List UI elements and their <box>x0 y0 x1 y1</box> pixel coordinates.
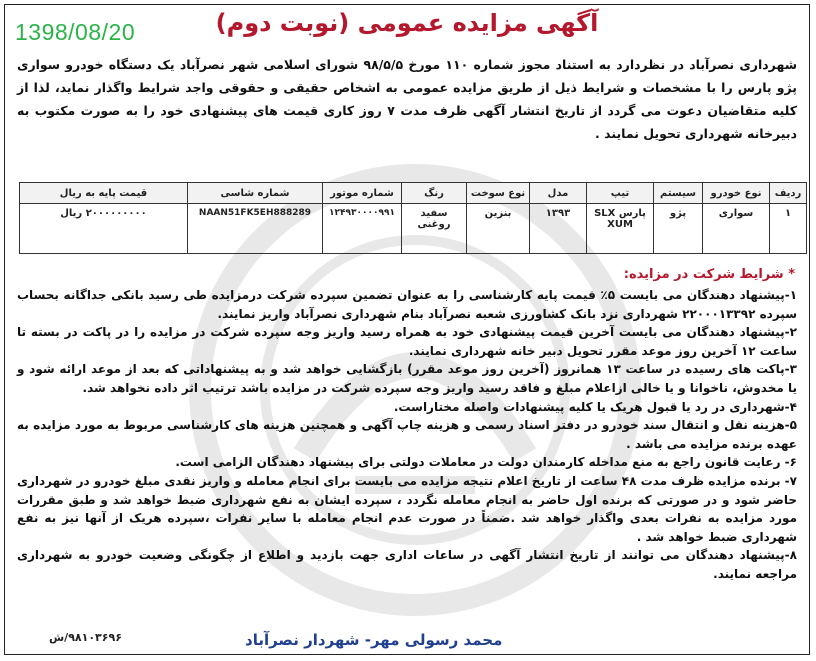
vehicle-spec-table <box>19 182 807 254</box>
cell-trim: پارس SLX XUM <box>587 204 654 254</box>
col-model-year: مدل <box>530 183 587 204</box>
col-base-price: قیمت پایه به ریال <box>20 183 188 204</box>
cell-system: پژو <box>654 204 703 254</box>
col-trim: تیپ <box>587 183 654 204</box>
cell-fuel-type: بنزین <box>467 204 530 254</box>
table-row <box>20 204 807 254</box>
col-fuel-type: نوع سوخت <box>467 183 530 204</box>
col-color: رنگ <box>402 183 467 204</box>
cell-vehicle-type: سواری <box>703 204 770 254</box>
col-vehicle-type: نوع خودرو <box>703 183 770 204</box>
condition-item: ۷- برنده مزایده ظرف مدت ۴۸ ساعت از تاریخ اعلام نتیجه مزایده می بایست برای انجام معامله و واریز نقدی مبلغ خودرو در شهرداری حاضر شود و در صورتی که برنده اول حاضر به انجام معامله نگردد ، سپرده ایشان به نفع شهرداری ضبط خواهد شد و طبق مقررات مورد مزایده به نفرات بعدی واگذار خواهد شد .ضمناً در صورت عدم انجام معامله با سایر نفرات ،سپرده هریک از آنها نیز به نفع شهرداری ضبط خواهد شد . <box>17 473 797 544</box>
conditions-list <box>17 286 797 584</box>
col-row-number: ردیف <box>770 183 807 204</box>
col-engine-number: شماره موتور <box>323 183 402 204</box>
notice-frame <box>4 4 810 655</box>
condition-item: ۶- رعایت قانون راجع به منع مداخله کارمندان دولت در معاملات دولتی برای پیشنهاد دهندگان الزامی است. <box>175 455 797 470</box>
date-stamp: 1398/08/20 <box>15 19 136 45</box>
conditions-heading: * شرایط شرکت در مزایده: <box>623 267 795 282</box>
table-header-row <box>20 183 807 204</box>
cell-chassis-number: NAAN51FK5EH888289 <box>188 204 323 254</box>
cell-model-year: ۱۳۹۳ <box>530 204 587 254</box>
condition-item: ۳-پاکت های رسیده در ساعت ۱۳ همانروز (آخرین روز موعد مقرر) بازگشایی خواهد شد و به پیشنهاداتی که بعد از موعد ارائه شود و یا مخدوش، ناخوانا و یا خالی ازاعلام مبلغ و فاقد رسید واریز وجه سپرده شرکت در مزایده باشد ترتیب اثر داده نخواهد شد. <box>17 362 797 395</box>
col-chassis-number: شماره شاسی <box>188 183 323 204</box>
condition-item: ۴-شهرداری در رد یا قبول هریک یا کلیه پیشنهادات واصله مختاراست. <box>393 399 797 414</box>
condition-item: ۲-پیشنهاد دهندگان می بایست آخرین قیمت پیشنهادی خود به همراه رسید واریز وجه سپرده شرکت در مزایده را در پاکت در بسته تا ساعت ۱۲ آخرین روز موعد مقرر تحویل دبیر خانه شهرداری نمایند. <box>17 325 797 358</box>
condition-item: ۸-پیشنهاد دهندگان می توانند از تاریخ انتشار آگهی در ساعات اداری جهت بازدید و اطلاع از چگونگی وضعیت خودرو به شهرداری مراجعه نمایند. <box>17 548 797 581</box>
mayor-signature: محمد رسولی مهر- شهردار نصرآباد <box>245 631 503 649</box>
condition-item: ۱-پیشنهاد دهندگان می بایست ۵٪ قیمت پایه کارشناسی را به عنوان تضمین سپرده شرکت درمزایده طی رسید بانکی جداگانه بحساب سپرده ۲۲۰۰۰۱۳۳۹۲ شهرداری نزد بانک کشاورزی شعبه نصرآباد بنام شهرداری نصرآباد واریز نمایند. <box>17 288 798 321</box>
col-system: سیستم <box>654 183 703 204</box>
cell-base-price: ۲۰۰۰۰۰۰۰۰۰ ریال <box>20 204 188 254</box>
intro-paragraph: شهرداری نصرآباد در نظردارد به استناد مجوز شماره ۱۱۰ مورخ ۹۸/۵/۵ شورای اسلامی شهر نصرآباد یک دستگاه خودرو سواری پژو پارس را با مشخصات و شرایط ذیل از طریق مزایده عمومی به اشخاص حقیقی و حقوقی واجد شرایط واگذار نماید، لذا از کلیه متقاضیان دعوت می گردد از تاریخ انتشار آگهی ظرف مدت ۷ روز کاری قیمت های پیشنهادی خود را به صورت مکتوب به دبیرخانه شهرداری تحویل نمایند . <box>17 57 797 141</box>
cell-engine-number: ۱۲۴۹۳۰۰۰۰۹۹۱ <box>323 204 402 254</box>
cell-color: سفید روغنی <box>402 204 467 254</box>
reference-code: ۹۸۱۰۳۶۹۶/ش <box>49 631 122 644</box>
cell-row-number: ۱ <box>770 204 807 254</box>
condition-item: ۵-هزینه نقل و انتقال سند خودرو در دفتر اسناد رسمی و هزینه چاپ آگهی و همچنین هزینه های کارشناسی مربوط به مورد مزایده به عهده برنده مزایده می باشد . <box>17 418 797 451</box>
notice-title: آگهی مزایده عمومی (نوبت دوم) <box>215 9 599 37</box>
